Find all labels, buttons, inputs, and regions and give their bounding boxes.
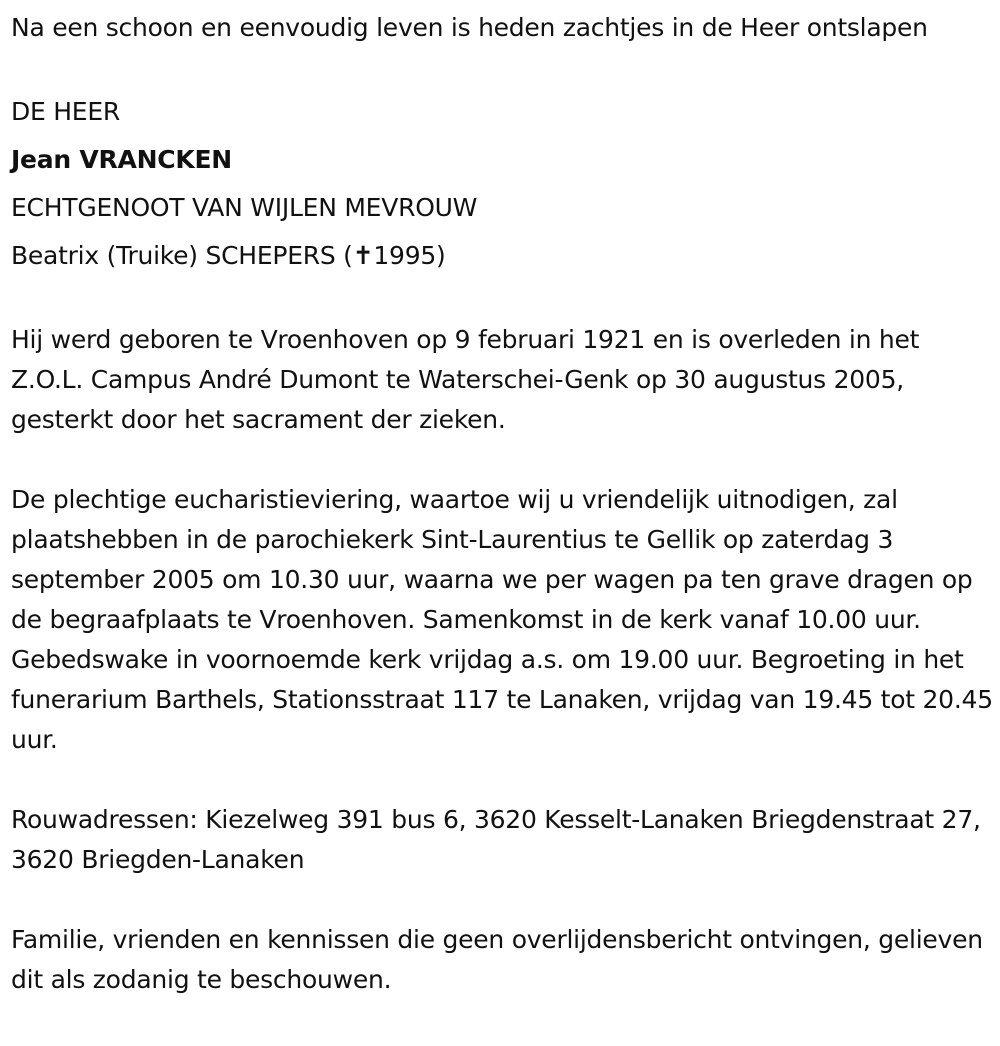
addresses-paragraph: Rouwadressen: Kiezelweg 391 bus 6, 3620 Kesselt-Lanaken Briegdenstraat 27, 3620 Briegden-Lanaken [11, 805, 981, 874]
obituary-notice [11, 8, 996, 1000]
intro-text: Na een schoon en eenvoudig leven is heden zachtjes in de Heer ontslapen [11, 13, 928, 42]
spacer [11, 48, 996, 88]
spouse-name: Beatrix (Truike) SCHEPERS (✝1995) [11, 241, 446, 270]
closing-paragraph: Familie, vrienden en kennissen die geen overlijdensbericht ontvingen, gelieven dit als zodanig te beschouwen. [11, 925, 983, 994]
birth-death-paragraph: Hij werd geboren te Vroenhoven op 9 februari 1921 en is overleden in het Z.O.L. Campus André Dumont te Waterschei-Genk op 30 augustus 2005, gesterkt door het sacrament der zieken. [11, 325, 920, 434]
spacer [11, 280, 996, 320]
spacer [11, 440, 996, 480]
spouse-title: ECHTGENOOT VAN WIJLEN MEVROUW [11, 193, 478, 222]
deceased-name: Jean VRANCKEN [11, 145, 232, 174]
spacer [11, 760, 996, 800]
ceremony-paragraph: De plechtige eucharistieviering, waartoe wij u vriendelijk uitnodigen, zal plaatshebben in de parochiekerk Sint-Laurentius te Gellik op zaterdag 3 september 2005 om 10.30 uur, waarna we per wagen pa ten grave dragen op de begraafplaats te Vroenhoven. Samenkomst in de kerk vanaf 10.00 uur. Gebedswake in voornoemde kerk vrijdag a.s. om 19.00 uur. Begroeting in het funerarium Barthels, Stationsstraat 117 te Lanaken, vrijdag van 19.45 tot 20.45 uur. [11, 485, 993, 754]
salutation: DE HEER [11, 97, 121, 126]
spacer [11, 880, 996, 920]
